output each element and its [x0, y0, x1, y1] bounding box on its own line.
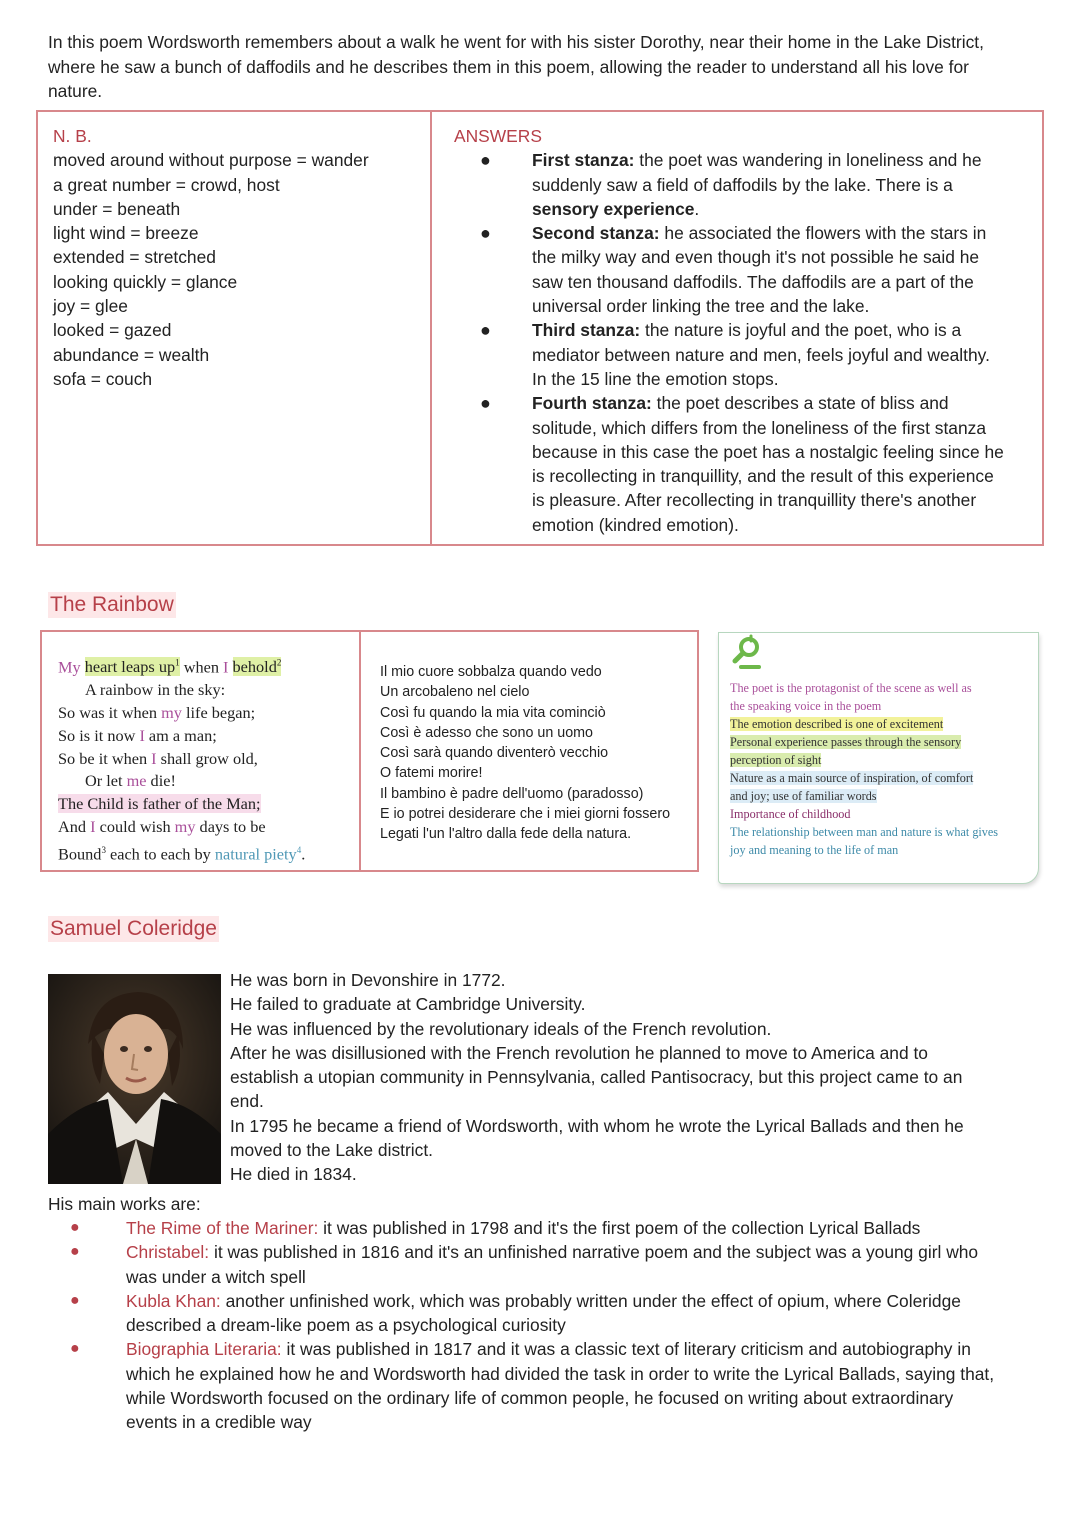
- answer-text: emotion (kindred emotion).: [532, 514, 739, 535]
- note-line: [730, 733, 1035, 751]
- bio-line: In 1795 he became a friend of Wordsworth, with whom he wrote the Lyrical Ballads and then he: [230, 1115, 964, 1136]
- notes-list: [730, 679, 1035, 859]
- answer-text: because in this case the poet has a nostalgic feeling since he: [532, 441, 1004, 462]
- footnote-mark: 3: [101, 844, 106, 855]
- translation-line: Così è adesso che sono un uomo: [380, 724, 594, 741]
- poem-line: [58, 702, 353, 725]
- intro-line: In this poem Wordsworth remembers about a walk he went for with his sister Dorothy, near their home in the Lake District,: [48, 32, 984, 52]
- bullet-icon: ●: [480, 393, 491, 414]
- note-text: The relationship between man and nature is what gives: [730, 825, 999, 839]
- bio-line: He died in 1834.: [230, 1164, 357, 1185]
- answers-heading: ANSWERS: [454, 126, 542, 146]
- bullet-icon: ●: [70, 1291, 80, 1309]
- translation-line: Il bambino è padre dell'uomo (paradosso): [380, 785, 644, 802]
- answer-text: universal order linking the tree and the lake.: [532, 296, 870, 317]
- pronoun: I: [139, 725, 145, 745]
- poem-word: .: [301, 844, 306, 864]
- bullet-icon: ●: [70, 1340, 80, 1358]
- nb-column: [53, 124, 423, 391]
- bullet-icon: ●: [480, 320, 491, 341]
- answer-text: the poet was wandering in loneliness and he: [634, 150, 982, 171]
- answer-item: [454, 391, 1034, 537]
- poem-divider: [359, 632, 361, 870]
- note-text: the speaking voice in the poem: [730, 699, 882, 713]
- poem-word: each to each by: [105, 844, 215, 864]
- poem-word: could wish: [95, 817, 175, 836]
- translation-line: Il mio cuore sobbalza quando vedo: [380, 664, 602, 680]
- nb-item: sofa = couch: [53, 368, 153, 389]
- poem-word: And: [58, 817, 91, 836]
- note-line: [730, 787, 1035, 805]
- footnote-mark: 4: [296, 844, 302, 855]
- pronoun: me: [126, 771, 147, 791]
- bio-line: After he was disillusioned with the French revolution he planned to move to America and to: [230, 1042, 928, 1063]
- nb-item: joy = glee: [53, 296, 128, 317]
- work-title: Kubla Khan:: [126, 1290, 221, 1311]
- poem-line: [58, 725, 353, 748]
- nb-item: under = beneath: [53, 198, 181, 219]
- highlight-text: behold: [232, 657, 277, 677]
- coleridge-biography: [230, 968, 1030, 1187]
- bullet-icon: ●: [480, 150, 491, 171]
- poem-word: when: [179, 657, 224, 677]
- highlight-text: natural piety: [214, 844, 297, 864]
- note-text: Personal experience passes through the sensory: [730, 735, 962, 749]
- pronoun: my: [174, 817, 196, 836]
- poem-word: die!: [146, 771, 176, 791]
- answer-label: First stanza:: [532, 150, 635, 171]
- poem-word: So be it when: [58, 748, 152, 768]
- poem-word: life began;: [181, 703, 256, 723]
- poem-line: [58, 748, 353, 771]
- answer-text: is pleasure. After recollecting in tranquillity there's another: [532, 490, 977, 511]
- poem-word: am a man;: [144, 725, 217, 745]
- bio-line: establish a utopian community in Pennsylvania, called Pantisocracy, but this project came to an: [230, 1067, 963, 1088]
- answer-text: saw ten thousand daffodils. The daffodils are a part of the: [532, 271, 974, 292]
- bullet-icon: ●: [480, 223, 491, 244]
- note-line: [730, 823, 1035, 841]
- work-item: [48, 1240, 1038, 1289]
- table-divider: [430, 112, 432, 544]
- note-line: [730, 679, 1035, 697]
- bullet-icon: ●: [70, 1243, 80, 1261]
- answer-item: [454, 221, 1034, 318]
- answer-text: the poet describes a state of bliss and: [651, 393, 949, 414]
- pronoun: My: [58, 657, 81, 677]
- poem-translation: [380, 662, 695, 845]
- answer-item: [454, 148, 1034, 221]
- footnote-mark: 2: [276, 658, 282, 668]
- note-line: [730, 751, 1035, 769]
- work-title: Biographia Literaria:: [126, 1339, 282, 1360]
- bio-line: He was born in Devonshire in 1772.: [230, 970, 506, 990]
- note-text: The poet is the protagonist of the scene as well as: [730, 681, 972, 695]
- translation-line: Così fu quando la mia vita cominciò: [380, 704, 606, 721]
- work-item: [48, 1337, 1038, 1434]
- answer-text: the milky way and even though it's not possible he said he: [532, 247, 980, 268]
- poem-word: shall grow old,: [156, 748, 258, 768]
- section-title-rainbow: The Rainbow: [50, 593, 174, 616]
- answer-emphasis: sensory experience: [532, 198, 695, 219]
- note-line: [730, 841, 1035, 859]
- works-heading: His main works are:: [48, 1194, 201, 1214]
- note-text: perception of sight: [730, 753, 822, 767]
- note-text: Importance of childhood: [730, 807, 851, 821]
- nb-item: a great number = crowd, host: [53, 174, 280, 195]
- work-text: described a dream-like poem as a psychological curiosity: [126, 1315, 566, 1336]
- nb-item: moved around without purpose = wander: [53, 150, 369, 171]
- note-text: joy and meaning to the life of man: [730, 843, 899, 857]
- poem-line: [58, 816, 353, 839]
- work-text: was under a witch spell: [126, 1266, 306, 1287]
- work-text: it was published in 1817 and it was a classic text of literary criticism and autobiography in: [281, 1339, 971, 1360]
- coleridge-portrait: [48, 974, 221, 1184]
- note-line: [730, 805, 1035, 823]
- bullet-icon: ●: [70, 1219, 80, 1236]
- work-title: Christabel:: [126, 1242, 210, 1263]
- poem-text: [58, 652, 353, 866]
- analysis-notes-card: [718, 632, 1039, 884]
- nb-item: extended = stretched: [53, 247, 216, 268]
- translation-line: Così sarà quando diventerò vecchio: [380, 745, 609, 762]
- highlight: [85, 657, 180, 676]
- work-item: [48, 1216, 1038, 1240]
- answer-item: [454, 318, 1034, 391]
- work-item: [48, 1289, 1038, 1338]
- bio-line: moved to the Lake district.: [230, 1140, 433, 1161]
- poem-line: [58, 770, 353, 793]
- translation-line: Legati l'un l'altro dalla fede della natura.: [380, 826, 632, 843]
- section-title-coleridge: Samuel Coleridge: [50, 917, 217, 940]
- bio-line: He was influenced by the revolutionary ideals of the French revolution.: [230, 1018, 772, 1039]
- poem-word: Or let: [85, 771, 127, 791]
- highlight: [233, 657, 282, 676]
- highlight-text: heart leaps up: [84, 657, 176, 677]
- poem-word: days to be: [195, 817, 266, 836]
- pronoun: I: [90, 817, 96, 836]
- poem-line: [58, 652, 353, 679]
- poem-word: So was it when: [58, 703, 162, 723]
- work-title: The Rime of the Mariner:: [126, 1218, 319, 1238]
- answer-label: Second stanza:: [532, 223, 660, 244]
- answer-text: mediator between nature and men, feels joyful and wealthy.: [532, 344, 990, 365]
- nb-item: looking quickly = glance: [53, 271, 238, 292]
- poem-line: A rainbow in the sky:: [85, 680, 226, 700]
- work-text: it was published in 1798 and it's the first poem of the collection Lyrical Ballads: [318, 1218, 921, 1238]
- poem-word: So is it now: [58, 725, 140, 745]
- answer-label: Third stanza:: [532, 320, 641, 341]
- poem-word: Bound: [58, 844, 102, 864]
- pronoun: I: [223, 657, 229, 677]
- answers-column: [454, 124, 1034, 537]
- rainbow-poem-box: [40, 630, 699, 872]
- note-text: and joy; use of familiar words: [730, 789, 877, 803]
- note-text: Nature as a main source of inspiration, of comfort: [730, 771, 974, 785]
- translation-line: E io potrei desiderare che i miei giorni fossero: [380, 806, 671, 823]
- translation-line: Un arcobaleno nel cielo: [380, 684, 530, 701]
- work-text: which he explained how he and Wordsworth had divided the task in order to write the Lyrical Ballads, saying that,: [126, 1363, 995, 1384]
- translation-line: O fatemi morire!: [380, 765, 483, 782]
- answer-text: suddenly saw a field of daffodils by the lake. There is a: [532, 174, 953, 195]
- answer-text: solitude, which differs from the loneliness of the first stanza: [532, 417, 986, 438]
- footnote-mark: 1: [175, 658, 180, 668]
- poem-line: [58, 793, 353, 816]
- answer-text: he associated the flowers with the stars in: [659, 223, 987, 244]
- note-line: [730, 769, 1035, 787]
- work-text: it was published in 1816 and it's an unfinished narrative poem and the subject was a young girl who: [209, 1242, 979, 1263]
- nb-item: light wind = breeze: [53, 223, 199, 244]
- answer-label: Fourth stanza:: [532, 393, 652, 414]
- bio-line: He failed to graduate at Cambridge University.: [230, 994, 586, 1015]
- intro-line: where he saw a bunch of daffodils and he describes them in this poem, allowing the reader to understand all his love for: [48, 56, 969, 77]
- vocabulary-answers-table: [36, 110, 1044, 546]
- note-text: The emotion described is one of excitement: [730, 717, 944, 731]
- magnifier-icon: [729, 633, 765, 673]
- answer-text: is recollecting in tranquillity, and the result of this experience: [532, 466, 994, 487]
- nb-item: looked = gazed: [53, 320, 172, 341]
- work-text: another unfinished work, which was probably written under the effect of opium, where Coleridge: [220, 1290, 961, 1311]
- work-text: while Wordsworth focused on the ordinary life of common people, he focused on writing about extraordinary: [126, 1388, 954, 1409]
- work-text: events in a credible way: [126, 1412, 312, 1433]
- answer-text: the nature is joyful and the poet, who is a: [640, 320, 962, 341]
- highlight-text: The Child is father of the Man;: [58, 794, 261, 814]
- note-line: [730, 715, 1035, 733]
- nb-heading: N. B.: [53, 126, 92, 146]
- nb-item: abundance = wealth: [53, 344, 210, 365]
- poem-line: [58, 839, 353, 866]
- pronoun: my: [161, 703, 182, 723]
- bio-line: end.: [230, 1091, 264, 1112]
- pronoun: I: [151, 748, 157, 768]
- portrait-image: [48, 974, 221, 1184]
- note-line: [730, 697, 1035, 715]
- answer-text: .: [694, 198, 700, 219]
- works-list: [48, 1216, 1038, 1435]
- intro-paragraph: [48, 30, 1033, 104]
- answer-text: In the 15 line the emotion stops.: [532, 368, 779, 389]
- intro-line: nature.: [48, 81, 103, 101]
